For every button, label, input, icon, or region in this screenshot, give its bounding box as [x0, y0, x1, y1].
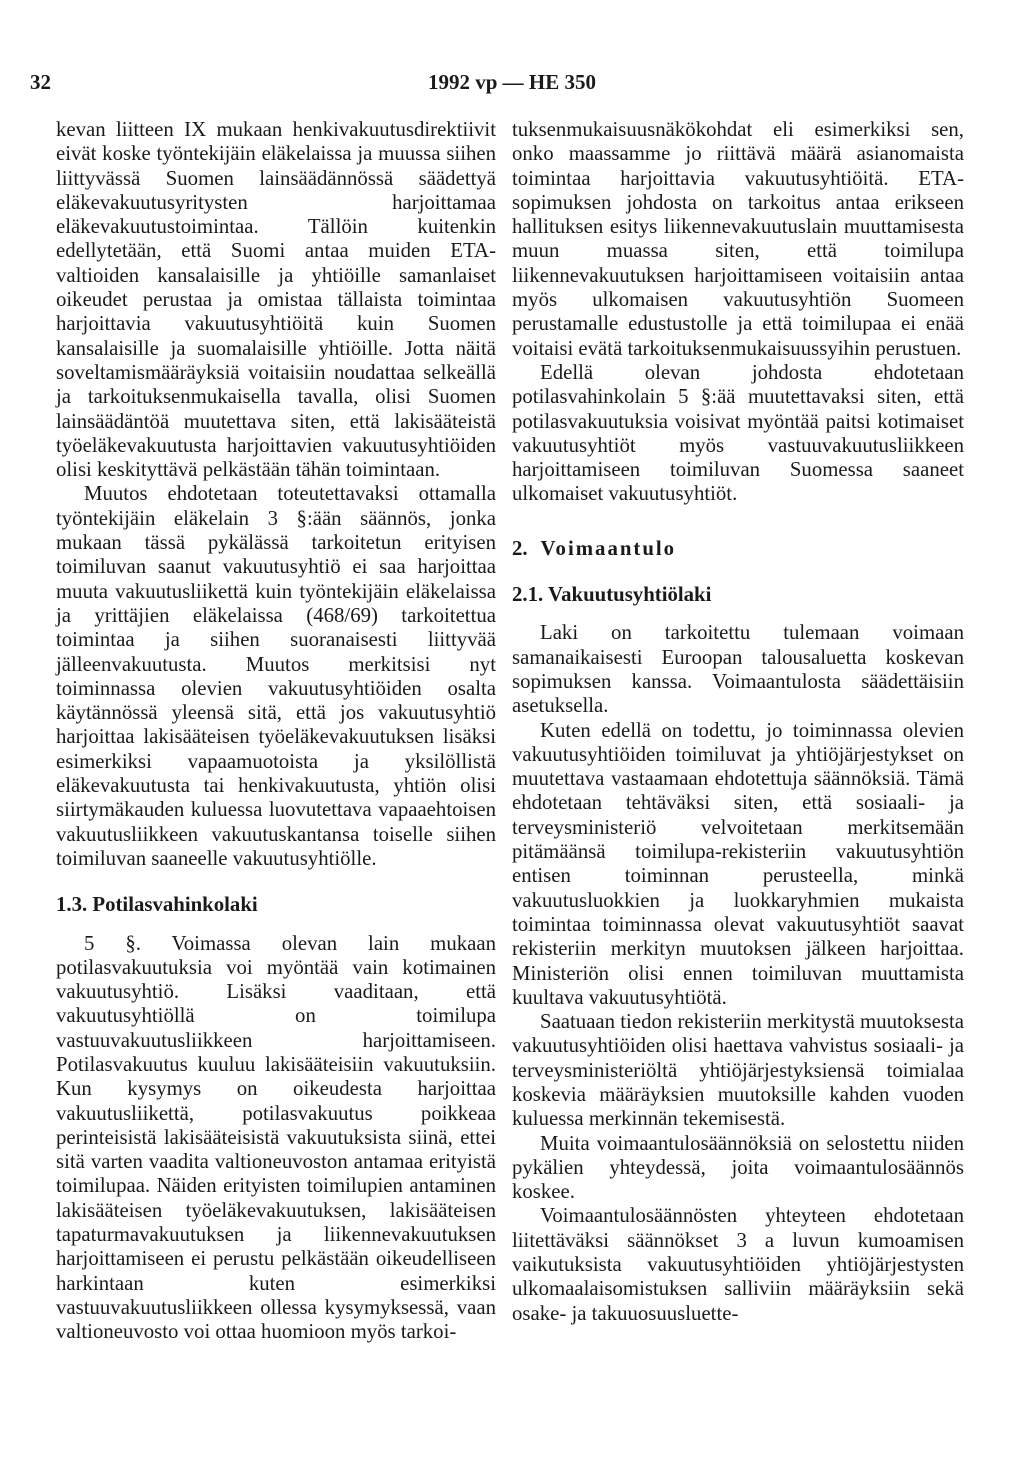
chapter-number: 2. — [512, 536, 528, 560]
paragraph: Saatuaan tiedon rekisteriin merkitystä muutoksesta vakuutusyhtiöiden olisi haettava vahvistus sosiaali- ja terveysministeriöltä yhtiöjärjestyksiensä toimialaa koskevia määräyksien muutoksille kahden vuoden kuluessa merkinnän tekemisestä. — [512, 1010, 964, 1131]
section-heading: 1.3. Potilasvahinkolaki — [56, 893, 258, 917]
running-head: 1992 vp — HE 350 — [427, 70, 597, 94]
section-heading: 2.1. Vakuutusyhtiölaki — [512, 583, 712, 607]
paragraph: tuksenmukaisuusnäkökohdat eli esimerkiksi sen, onko maassamme jo riittävä määrä asianomaista toimintaa harjoittavia vakuutusyhtiöitä. ETA-sopimuksen johdosta on tarkoitus antaa erikseen hallituksen esitys liikennevakuutuslain muuttamisesta muun muassa siten, että toimilupa liikennevakuutuksen harjoittamiseen voitaisiin antaa myös ulkomaisen vakuutusyhtiön Suomeen perustamalle edustustolle ja että toimilupaa ei enää voitaisi evätä tarkoituksenmukaisuussyihin perustuen. — [512, 118, 964, 360]
paragraph: 5 §. Voimassa olevan lain mukaan potilasvakuutuksia voi myöntää vain kotimainen vakuutusyhtiö. Lisäksi vaaditaan, että vakuutusyhtiöllä on toimilupa vastuuvakuutusliikkeen harjoittamiseen. Potilasvakuutus kuuluu lakisääteisiin vakuutuksiin. Kun kysymys on oikeudesta harjoittaa vakuutusliikettä, potilasvakuutus poikkeaa perinteisistä lakisääteisistä vakuutuksista siinä, ettei sitä varten vaadita valtioneuvoston antamaa erityistä toimilupaa. Näiden erityisten toimilupien antaminen lakisääteisen työeläkevakuutuksen, lakisääteisen tapaturmavakuutuksen ja liikennevakuutuksen harjoittamiseen ei perustu pelkästään oikeudelliseen harkintaan kuten esimerkiksi vastuuvakuutusliikkeen ollessa kysymyksessä, vaan valtioneuvosto voi ottaa huomioon myös tarkoi- — [56, 931, 496, 1344]
right-column — [512, 118, 964, 1326]
chapter-heading — [512, 537, 964, 561]
paragraph: Kuten edellä on todettu, jo toiminnassa olevien vakuutusyhtiöiden toimiluvat ja yhtiöjärjestykset on muutettava vastaamaan ehdotettuja säännöksiä. Tämä ehdotetaan tehtäväksi siten, että sosiaali- ja terveysministeriö velvoitetaan merkitsemään pitämäänsä toimilupa-rekisteriin vakuutusyhtiön entisen toiminnan perusteella, minkä vakuutusluokkien ja luokkaryhmien mukaista toimintaa toiminnassa olevat vakuutusyhtiöt saavat rekisteriin merkityn muutoksen jälkeen harjoittaa. Ministeriön olisi ennen toimiluvan muuttamista kuultava vakuutusyhtiötä. — [512, 718, 964, 1009]
paragraph: Laki on tarkoitettu tulemaan voimaan samanaikaisesti Euroopan talousaluetta koskevan sopimuksen kanssa. Voimaantulosta säädettäisiin asetuksella. — [512, 621, 964, 718]
paragraph: Muita voimaantulosäännöksiä on selostettu niiden pykälien yhteydessä, joita voimaantulosäännös koskee. — [512, 1131, 964, 1204]
left-column — [56, 118, 496, 1345]
paragraph: Muutos ehdotetaan toteutettavaksi ottamalla työntekijäin eläkelain 3 §:ään säännös, jonka mukaan tässä pykälässä tarkoitetun erityisen toimiluvan saanut vakuutusyhtiö ei saa harjoittaa muuta vakuutusliikettä kuin työntekijäin eläkelaissa ja yrittäjien eläkelaissa (468/69) tarkoitettua toimintaa ja siihen suoranaisesti liittyvää jälleenvakuutusta. Muutos merkitsisi nyt toiminnassa olevien vakuutusyhtiöiden osalta käytännössä yleensä sitä, että jos vakuutusyhtiö harjoittaa lakisääteisen työeläkevakuutuksen lisäksi esimerkiksi vapaamuotoista ja yksilöllistä eläkevakuutusta tai henkivakuutusta, yhtiön olisi siirtymäkauden kuluessa luovutettava vapaaehtoisen vakuutusliikkeen vakuutuskantansa toiselle siihen toimiluvan saaneelle vakuutusyhtiölle. — [56, 482, 496, 870]
paragraph: Edellä olevan johdosta ehdotetaan potilasvahinkolain 5 §:ää muutettavaksi siten, että potilasvakuutuksia voisivat myöntää paitsi kotimaiset vakuutusyhtiöt myös vastuuvakuutusliikkeen harjoittamiseen toimiluvan Suomessa saaneet ulkomaiset vakuutusyhtiöt. — [512, 360, 964, 506]
paragraph: kevan liitteen IX mukaan henkivakuutusdirektiivit eivät koske työntekijäin eläkelaissa ja muussa siihen liittyvässä Suomen lainsäädännössä säädettyä eläkevakuutusyritysten harjoittamaa eläkevakuutustoimintaa. Tällöin kuitenkin edellytetään, että Suomi antaa muiden ETA-valtioiden kansalaisille ja yhtiöille samanlaiset oikeudet perustaa ja omistaa tällaista toimintaa harjoittavia vakuutusyhtiöitä kuin Suomen kansalaisille ja suomalaisille yhtiöille. Jotta näitä soveltamismääräyksiä voitaisiin noudattaa selkeällä ja tarkoituksenmukaisella tavalla, olisi Suomen lainsäädäntöä muutettava siten, että lakisääteistä työeläkevakuutusta harjoittavien vakuutusyhtiöiden olisi keskityttävä pelkästään tähän toimintaan. — [56, 118, 496, 482]
chapter-title: Voimaantulo — [540, 536, 677, 560]
paragraph: Voimaantulosäännösten yhteyteen ehdotetaan liitettäväksi säännökset 3 a luvun kumoamisen vaikutuksista vakuutusyhtiöiden yhtiöjärjestysten ulkomaalaisomistuksen salliviin määräyksiin sekä osake- ja takuuosuusluette- — [512, 1204, 964, 1325]
page-number: 32 — [30, 70, 51, 94]
